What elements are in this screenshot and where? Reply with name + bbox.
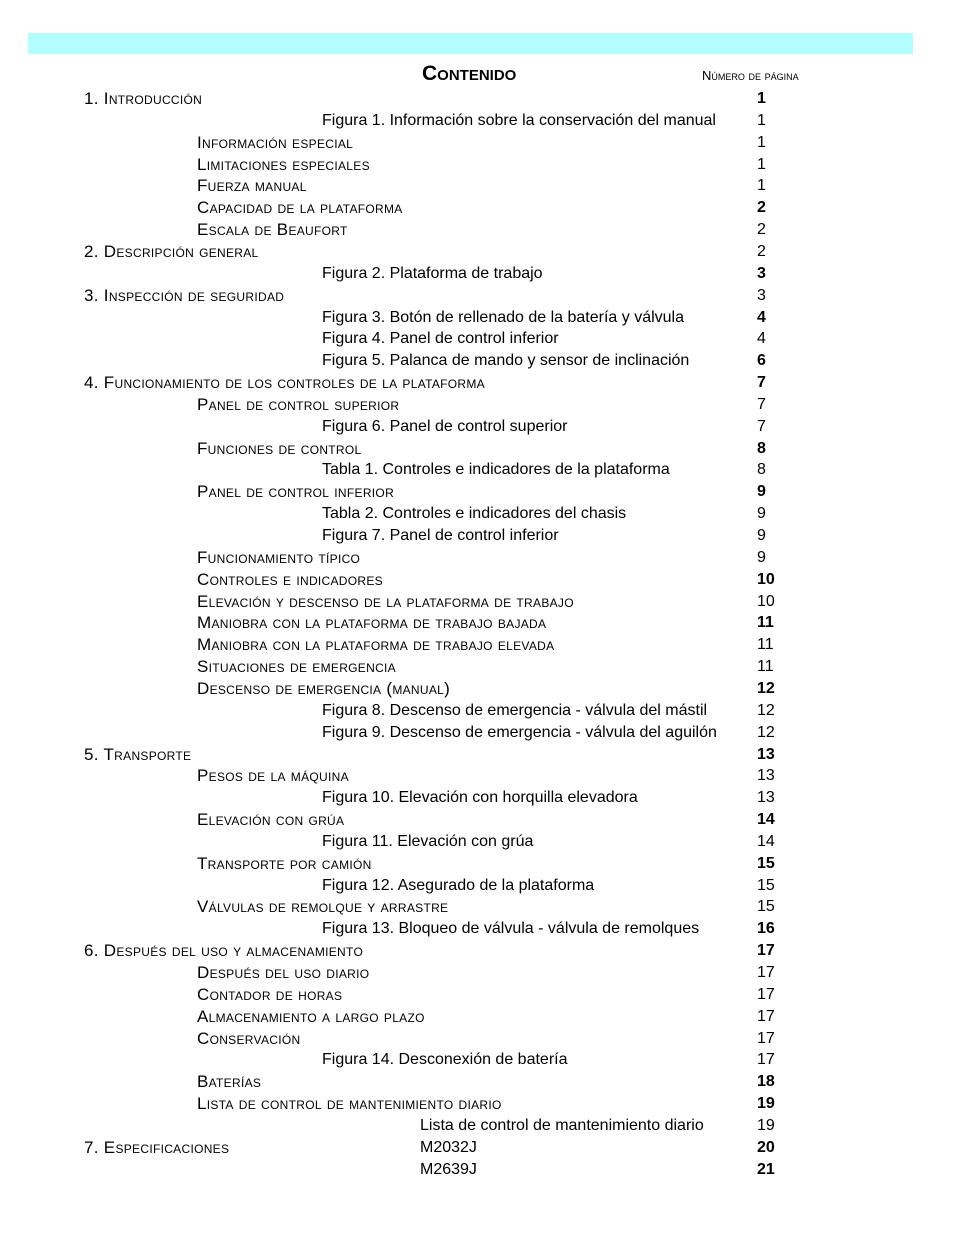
toc-entry-label: Válvulas de remolque y arrastre (197, 897, 449, 917)
toc-entry[interactable] (0, 1071, 954, 1093)
toc-entry-label: Conservación (197, 1028, 301, 1048)
toc-entry-page: 11 (757, 636, 774, 654)
toc-entry[interactable] (0, 809, 954, 831)
page-number-column-header: Número de página (702, 68, 799, 83)
toc-entry-label: Situaciones de emergencia (197, 657, 396, 677)
toc-entry-page: 10 (757, 570, 775, 588)
toc-entry-page: 1 (757, 111, 766, 129)
toc-entry-label: Después del uso diario (197, 963, 370, 982)
toc-entry[interactable] (0, 481, 954, 503)
toc-entry[interactable] (0, 744, 954, 766)
toc-entry-page: 15 (757, 854, 775, 872)
toc-entry-page: 9 (757, 548, 766, 566)
toc-entry-label: Funcionamiento típico (197, 547, 361, 567)
toc-entry-label: Lista de control de mantenimiento diario (197, 1094, 502, 1114)
toc-entry-page: 19 (757, 1116, 775, 1134)
toc-entry-page: 17 (757, 942, 775, 960)
toc-entry-page: 1 (757, 90, 766, 107)
toc-entry-label: Elevación con grúa (197, 810, 345, 830)
toc-entry-page: 9 (757, 527, 766, 544)
toc-entry-page: 8 (757, 461, 766, 479)
toc-entry-label: Tabla 1. Controles e indicadores de la plataforma (322, 461, 670, 479)
toc-entry[interactable] (0, 1137, 400, 1159)
toc-entry-page: 10 (757, 592, 775, 610)
toc-entry[interactable] (0, 896, 954, 918)
toc-entry[interactable] (0, 591, 954, 613)
toc-entry[interactable] (0, 765, 954, 787)
toc-entry[interactable] (0, 569, 954, 591)
toc-entry-page: 11 (757, 658, 774, 676)
toc-entry-label: Figura 8. Descenso de emergencia - válvula del mástil (322, 701, 708, 719)
toc-entry-label: Elevación y descenso de la plataforma de trabajo (197, 591, 574, 611)
toc-entry-page: 15 (757, 898, 775, 916)
toc-entry-label: Figura 11. Elevación con grúa (322, 832, 534, 850)
toc-entry[interactable] (0, 328, 954, 350)
toc-entry-label: M2639J (420, 1160, 477, 1178)
toc-entry-label: Limitaciones especiales (197, 154, 370, 174)
toc-entry[interactable] (0, 350, 954, 372)
toc-entry-label: Fuerza manual (197, 176, 307, 196)
toc-entry[interactable] (0, 154, 954, 176)
toc-entry[interactable] (0, 634, 954, 656)
toc-entry[interactable] (0, 1028, 954, 1050)
toc-entry[interactable] (0, 962, 954, 984)
toc-entry-label: 4. Funcionamiento de los controles de la plataforma (84, 373, 485, 393)
toc-entry[interactable] (0, 503, 954, 525)
toc-entry[interactable] (0, 241, 954, 263)
toc-entry[interactable] (0, 787, 954, 809)
toc-entry-label: Figura 2. Plataforma de trabajo (322, 264, 543, 282)
toc-entry-label: Descenso de emergencia (manual) (197, 678, 451, 698)
toc-entry-label: Contador de horas (197, 984, 343, 1004)
toc-entry-page: 4 (757, 308, 766, 326)
toc-entry[interactable] (0, 263, 954, 285)
toc-entry-label: 2. Descripción general (84, 241, 259, 261)
toc-entry-label: Capacidad de la plataforma (197, 198, 403, 218)
toc-entry-label: Figura 12. Asegurado de la plataforma (322, 876, 595, 894)
toc-entry-label: Pesos de la máquina (197, 766, 349, 786)
toc-entry-page: 17 (757, 1029, 775, 1047)
toc-entry-page: 15 (757, 876, 775, 894)
toc-entry-page: 14 (757, 811, 775, 829)
toc-entry[interactable] (0, 831, 954, 853)
toc-entry-page: 17 (757, 985, 775, 1003)
toc-entry-page: 1 (757, 177, 766, 195)
toc-entry[interactable] (0, 918, 954, 940)
toc-entry-label: 7. Especificaciones (84, 1137, 230, 1157)
toc-entry-label: Figura 6. Panel de control superior (322, 417, 568, 435)
toc-entry-page: 2 (757, 221, 766, 239)
toc-entry-page: 1 (757, 155, 766, 173)
toc-entry-label: Lista de control de mantenimiento diario (420, 1116, 704, 1134)
toc-entry[interactable] (0, 394, 954, 416)
toc-entry-page: 7 (757, 374, 766, 392)
toc-entry-label: Transporte por camión (197, 853, 372, 873)
page-title: Contenido (422, 62, 517, 85)
toc-entry-label: Tabla 2. Controles e indicadores del chasis (322, 505, 627, 523)
toc-entry-page: 16 (757, 920, 775, 938)
toc-entry[interactable] (0, 307, 954, 329)
toc-entry-page: 14 (757, 832, 775, 850)
toc-entry-page: 9 (757, 483, 766, 501)
toc-entry-label: Figura 9. Descenso de emergencia - válvula del aguilón (322, 723, 717, 741)
toc-entry[interactable] (0, 110, 954, 132)
toc-entry-page: 13 (757, 789, 775, 807)
toc-entry-label: Figura 14. Desconexión de batería (322, 1051, 568, 1069)
toc-entry[interactable] (0, 1093, 954, 1115)
toc-entry-page: 8 (757, 439, 766, 457)
toc-entry-page: 2 (757, 242, 766, 260)
toc-entry[interactable] (0, 438, 954, 460)
toc-entry-page: 17 (757, 1051, 775, 1069)
toc-entry-label: Escala de Beaufort (197, 220, 348, 240)
toc-entry-label: Baterías (197, 1072, 262, 1092)
toc-entry-page: 6 (757, 352, 766, 370)
toc-entry-label: Figura 1. Información sobre la conservación del manual (322, 111, 716, 129)
toc-entry[interactable] (0, 1115, 954, 1137)
toc-entry-page: 7 (757, 417, 766, 435)
toc-entry[interactable] (0, 656, 954, 678)
toc-entry-label: Panel de control superior (197, 394, 400, 414)
toc-entry-page: 12 (757, 701, 775, 719)
toc-entry[interactable] (0, 175, 954, 197)
toc-entry-page: 13 (757, 767, 775, 785)
toc-entry[interactable] (0, 984, 954, 1006)
toc-entry[interactable] (0, 459, 954, 481)
toc-entry-label: Figura 7. Panel de control inferior (322, 527, 559, 544)
toc-entry-label: 1. Introducción (84, 89, 203, 108)
toc-entry[interactable] (0, 1049, 954, 1071)
toc-entry-page: 13 (757, 745, 775, 763)
toc-entry[interactable] (0, 547, 954, 569)
toc-entry[interactable] (0, 88, 954, 110)
toc-entry-page: 18 (757, 1073, 775, 1091)
toc-entry-label: Información especial (197, 132, 354, 152)
toc-entry-page: 21 (757, 1160, 775, 1178)
toc-entry[interactable] (0, 722, 954, 744)
toc-entry-label: Funciones de control (197, 438, 362, 458)
toc-entry-page: 17 (757, 1007, 775, 1025)
toc-entry[interactable] (0, 525, 954, 547)
toc-entry-label: Panel de control inferior (197, 482, 395, 502)
toc-entry-page: 17 (757, 964, 775, 981)
toc-entry[interactable] (0, 940, 954, 962)
toc-entry-label: Maniobra con la plataforma de trabajo elevada (197, 635, 555, 655)
toc-entry-page: 12 (757, 679, 775, 697)
toc-entry-page: 12 (757, 723, 775, 741)
toc-entry-page: 3 (757, 286, 766, 304)
toc-entry-page: 9 (757, 505, 766, 523)
toc-entry-label: Figura 3. Botón de rellenado de la batería y válvula (322, 308, 685, 326)
toc-entry-label: Figura 10. Elevación con horquilla elevadora (322, 789, 638, 807)
toc-entry-label: Controles e indicadores (197, 569, 383, 589)
toc-entry-label: 3. Inspección de seguridad (84, 285, 285, 305)
toc-entry-page: 1 (757, 133, 766, 151)
toc-entry[interactable] (0, 1006, 954, 1028)
toc-entry-label: Almacenamiento a largo plazo (197, 1006, 425, 1026)
toc-entry-page: 20 (757, 1138, 775, 1156)
toc-entry-label: M2032J (420, 1138, 477, 1156)
toc-entry[interactable] (0, 372, 954, 394)
toc-entry-label: Figura 13. Bloqueo de válvula - válvula de remolques (322, 920, 700, 938)
toc-entry[interactable] (0, 1159, 954, 1181)
toc-entry[interactable] (0, 875, 954, 897)
toc-entry[interactable] (0, 132, 954, 154)
toc-entry[interactable] (0, 285, 954, 307)
toc-entry[interactable] (0, 416, 954, 438)
toc-entry[interactable] (0, 197, 954, 219)
toc-entry-page: 3 (757, 264, 766, 282)
toc-entry[interactable] (0, 853, 954, 875)
header-bar (28, 33, 913, 54)
toc-entry-page: 4 (757, 330, 766, 348)
toc-entry-page: 2 (757, 199, 766, 217)
toc-entry-page: 7 (757, 395, 766, 413)
toc-entry-page: 11 (757, 614, 774, 632)
toc-entry-label: Figura 5. Palanca de mando y sensor de inclinación (322, 352, 690, 370)
toc-entry-label: 5. Transporte (84, 744, 192, 764)
toc-entry[interactable] (0, 678, 954, 700)
toc-entry-label: 6. Después del uso y almacenamiento (84, 941, 364, 961)
toc-entry[interactable] (0, 219, 954, 241)
toc-entry-label: Maniobra con la plataforma de trabajo bajada (197, 613, 547, 633)
toc-entry[interactable] (0, 612, 954, 634)
toc-entry-label: Figura 4. Panel de control inferior (322, 330, 559, 348)
toc-entry[interactable] (0, 700, 954, 722)
toc-entry-page: 19 (757, 1095, 775, 1113)
